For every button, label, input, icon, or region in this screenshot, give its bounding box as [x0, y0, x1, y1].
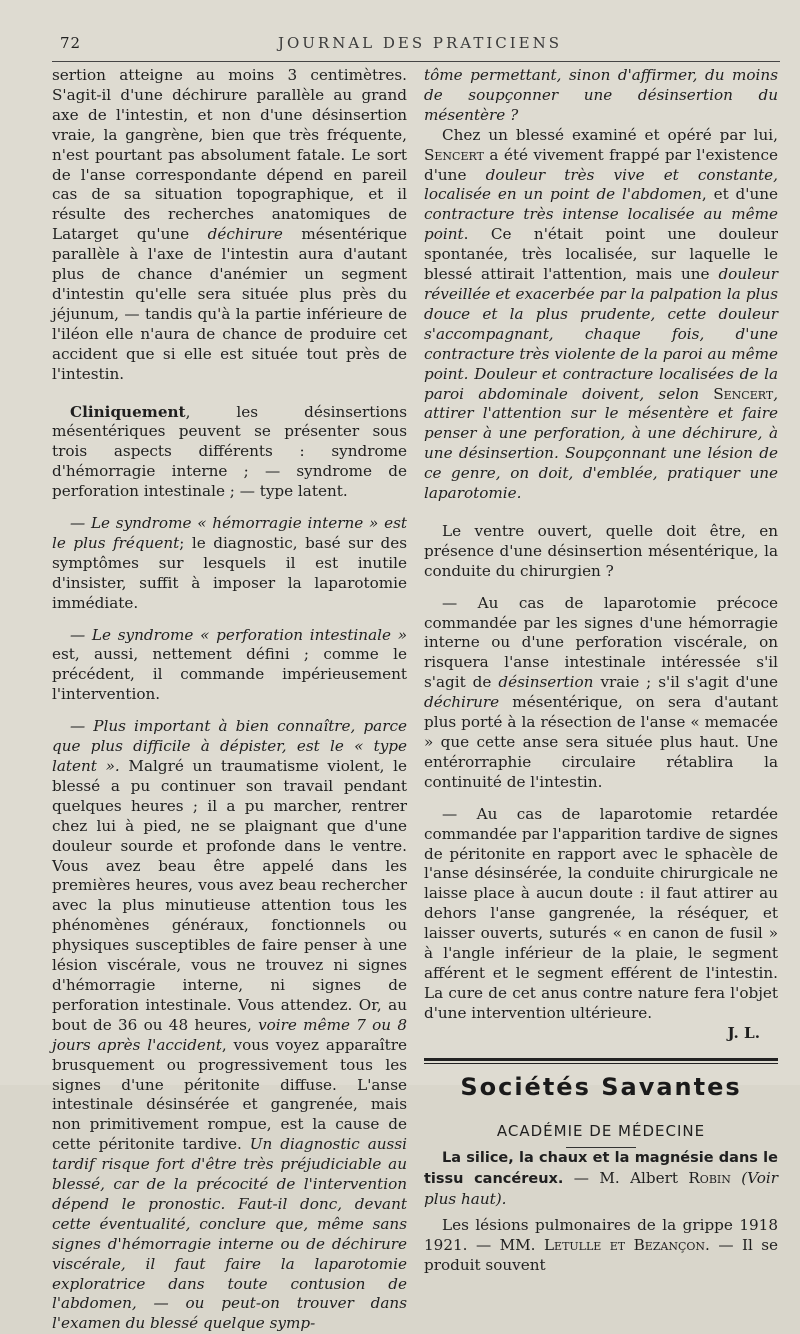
journal-title: JOURNAL DES PRATICIENS	[277, 34, 563, 52]
paragraph: — Le syndrome « hémorragie interne » est le plus fréquent; le diagnostic, basé sur des symptômes sur lesquels il est inutile d'insister, suffit à imposer la laparotomie immédiate.	[52, 514, 407, 612]
news-item: La silice, la chaux et la magnésie dans le tissu cancéreux. — M. Albert Robin (Voir plus haut).	[424, 1150, 779, 1209]
paragraph: — Le syndrome « perforation intestinale » est, aussi, nettement défini ; comme le précédent, il commande impérieusement l'intervention.	[52, 625, 407, 704]
page-number: 72	[60, 34, 82, 52]
header-rule	[52, 61, 780, 62]
section-title: Sociétés Savantes	[460, 1072, 742, 1101]
paragraph: — Plus important à bien connaître, parce que plus difficile à dépister, est le « type latent ». Malgré un traumatisme violent, le blessé a pu continuer son travail pendant quelques heures ; il a pu marcher, rentrer chez lui à pied, ne se plaignant que d'une douleur sourde et profonde dans le ventre. Vous avez beau être appelé dans les premières heures, vous avez beau rechercher avec la plus minutieuse attention tous les phénomènes généraux, fonctionnels ou physiques susceptibles de faire penser à une lésion viscérale, vous ne trouvez ni signes d'hémorragie interne, ni signes de perforation intestinale. Vous attendez. Or, au bout de 36 ou 48 heures, voire même 7 ou 8 jours après l'accident, vous voyez apparaître brusquement ou progressivement tous les signes d'une péritonite diffuse. L'anse intestinale désinsérée et gangrenée, mais non primitivement rompue, est la cause de cette péritonite tardive. Un diagnostic aussi tardif risque fort d'être très préjudiciable au blessé, car de la précocité de l'intervention dépend le pronostic. Faut-il donc, devant cette éventualité, conclure que, même sans signes d'hémorragie interne ou de déchirure viscérale, il faut faire la laparotomie exploratrice dans toute contusion de l'abdomen, — ou peut-on trouver dans l'examen du blessé quelque symp-	[52, 717, 408, 1333]
paragraph: — Au cas de laparotomie précoce commandée par les signes d'une hémorragie interne ou d'une perforation viscérale, on risquera l'anse intestinale intéressée s'il s'agit de désinsertion vraie ; s'il s'agit d'une déchirure mésentérique, on sera d'autant plus porté à la résection de l'anse « memacée » que cette anse sera située plus haut. Une entérorraphie circulaire rétablira la continuité de l'intestin.	[424, 593, 779, 791]
signature: J. L.	[727, 1023, 760, 1042]
page-header	[60, 32, 780, 54]
paragraph: sertion atteigne au moins 3 centimètres. S'agit-il d'une déchirure parallèle au grand axe de l'intestin, et non d'une désinsertion vraie, la gangrène, bien que très fréquente, n'est pourtant pas absolument fatale. Le sort de l'anse correspondante dépend en pareil cas de sa situation topographique, et il résulte des recherches anatomiques de Latarget qu'une déchirure mésentérique parallèle à l'axe de l'intestin aura d'autant plus de chance d'anémier un segment d'intestin qu'elle sera située plus près du jéjunum, — tandis qu'à la partie inférieure de l'iléon elle n'aura de chance de produire cet accident que si elle est située tout près de l'intestin.	[52, 66, 408, 383]
paragraph: Cliniquement, les désinsertions mésentériques peuvent se présenter sous trois aspects différents : syndrome d'hémorragie interne ; — syndrome de perforation intestinale ; — type latent.	[52, 402, 407, 501]
left-column	[52, 66, 407, 1334]
news-item: Les lésions pulmonaires de la grippe 1918 1921. — MM. Letulle et Bezançon. — Il se produit souvent	[424, 1216, 779, 1274]
paragraph: tôme permettant, sinon d'affirmer, du moins de soupçonner une désinsertion du mésentère ?	[424, 66, 778, 124]
section-subtitle: ACADÉMIE DE MÉDECINE	[496, 1121, 706, 1140]
paragraph: — Au cas de laparotomie retardée commandée par l'apparition tardive de signes de péritonite en rapport avec le sphacèle de l'anse désinsérée, la conduite chirurgicale ne laisse place à aucun doute : il faut attirer au dehors l'anse gangrenée, la réséquer, et laisser ouverts, suturés « en canon de fusil » à l'angle inférieur de la plaie, le segment afférent et le segment efférent de l'intestin. La cure de cet anus contre nature fera l'objet d'une intervention ultérieure.	[424, 804, 778, 1022]
right-column	[424, 66, 778, 1276]
section-divider	[424, 1058, 778, 1064]
paragraph: Le ventre ouvert, quelle doit être, en présence d'une désinsertion mésentérique, la conduite du chirurgien ?	[424, 521, 778, 580]
paragraph: Chez un blessé examiné et opéré par lui, Sencert a été vivement frappé par l'existence d'une douleur très vive et constante, localisée en un point de l'abdomen, et d'une contracture très intense localisée au même point. Ce n'était point une douleur spontanée, très localisée, sur laquelle le blessé attirait l'attention, mais une douleur réveillée et exacerbée par la palpation la plus douce et la plus prudente, cette douleur s'accompagnant, chaque fois, d'une contracture très violente de la paroi au même point. Douleur et contracture localisées de la paroi abdominale doivent, selon Sencert, attirer l'attention sur le mésentère et faire penser à une perforation, à une déchirure, à une désinsertion. Soupçonnant une lésion de ce genre, on doit, d'emblée, pratiquer une laparotomie.	[424, 125, 779, 503]
